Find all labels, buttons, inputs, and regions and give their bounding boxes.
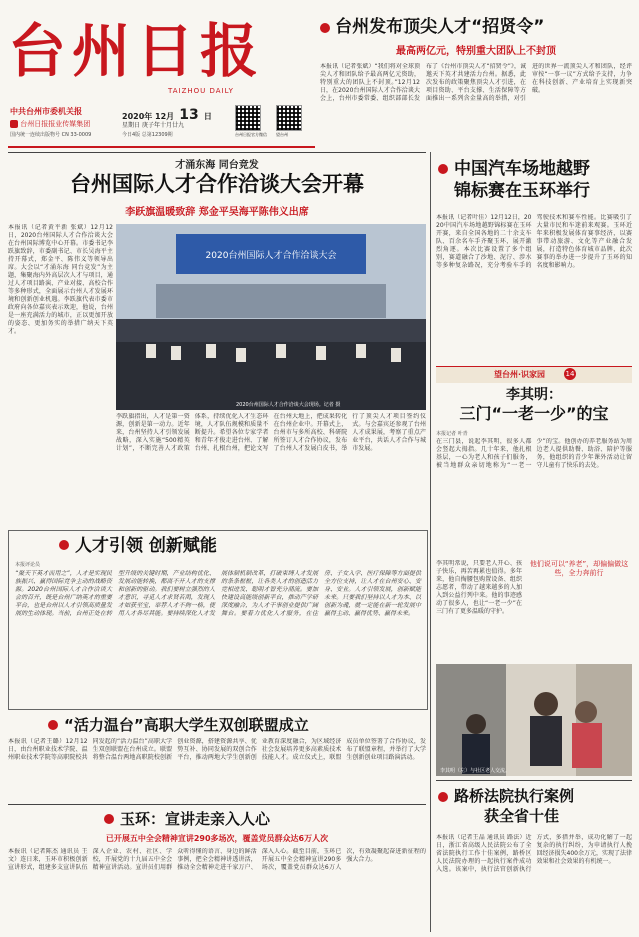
photo-banner: 2020台州国际人才合作洽谈大会 [205, 251, 337, 261]
main-story-subhead: 李跃旗温暖致辞 郑金平吴海平陈伟义出席 [125, 207, 309, 218]
court-story-headline-row [436, 786, 632, 830]
qr-code-wechat [235, 105, 267, 138]
group-logo-icon [10, 120, 18, 128]
car-story-headline-row [436, 158, 632, 208]
cn-code: 国内统一连续出版物号 CN 33-0009 [10, 132, 92, 138]
huoli-story [8, 714, 426, 800]
issue-info [122, 131, 173, 138]
talent-bullet-icon [59, 540, 69, 550]
qr-code-app [276, 105, 302, 138]
court-story-bullet-icon [438, 792, 448, 802]
car-story-bullet-icon [438, 164, 448, 174]
masthead-logo: 台州日报 [8, 17, 265, 85]
top-story [320, 14, 632, 148]
column-photo [436, 664, 632, 776]
weekday: 星期日 [122, 122, 141, 129]
qr-label-1: 台州日报官方微信 [235, 132, 267, 137]
conference-photo [116, 224, 426, 410]
main-story-headline: 台州国际人才合作洽谈大会开幕 [70, 172, 364, 196]
top-story-body: 本报讯（记者张斌）“我们将对全球顶尖人才和团队给予最高两亿元资助，特别重大的团队上不封顶。”12月12日，在2020台州国际人才合作洽谈大会上，台州市委常委、组织部部长发布了《台州市顶尖人才“招贤令”》，诚邀天下英才共建活力台州。据悉，此次发布的政策聚焦顶尖人才引进，在项目资助、平台支撑、生活保障等方面推出一系列含金量高的举措，对引进的世界一流顶尖人才和团队，经评审按“一事一议”方式给予支持，力争在科技创新、产业培育上实现新突破。 [320, 63, 632, 102]
talent-byline: 本报评论员 [15, 562, 41, 568]
top-story-headline: 台州发布顶尖人才“招贤令” [335, 17, 545, 37]
huoli-headline-row [8, 714, 426, 738]
qr-label-2: 望台州 [276, 132, 288, 137]
column-body-1: 在三门县，说起李其明，很多人都会竖起大拇指。几十年来，他扎根基层，一心为老人和孩子们服务，被当地群众亲切地称为“一老一少”的宝。他创办的养老服务站为周边老人提供助餐、助浴、陪护等服务，他组织的青少年课外活动让留守儿童有了快乐的去处。 [436, 438, 632, 469]
yuhuan-bullet-icon [104, 814, 114, 824]
qr-code-1-icon [235, 105, 261, 131]
group-name: 台州日报报业传媒集团 [20, 120, 91, 128]
column-body-2: 李其明常说，只要老人开心、孩子快乐，再苦再累也值得。多年来，他自掏腰包购置设备、组织志愿者，带动了越来越多的人加入到公益行列中来。他的事迹感动了很多人，也让“一老一少”在三门有了更多温暖的守护。 [436, 560, 522, 615]
talent-headline: 人才引领 创新赋能 [75, 536, 217, 556]
top-story-headline-row [320, 14, 632, 40]
date-suffix: 日 [203, 112, 212, 121]
column-banner [436, 366, 632, 383]
date-prefix: 2020年 12月 [122, 112, 175, 121]
masthead-logo-en: TAIZHOU DAILY [168, 87, 234, 95]
yuhuan-story [8, 808, 426, 932]
party-organ-label: 中共台州市委机关报 [10, 107, 82, 116]
talent-headline-row [9, 531, 427, 561]
right-column-rule [430, 152, 431, 932]
top-story-subhead: 最高两亿元，特别重大团队上不封顶 [396, 46, 556, 57]
car-story-body: 本报讯（记者叶佳）12月12日，2020中国汽车场地越野锦标赛在玉环开赛，来自全国各地的二十余支车队、百余名车手齐聚玉环，展开激烈角逐。本次比赛设置了多个组别，赛道融合了沙地、泥泞、涉水等多种复杂路况，充分考验车手的驾驶技术和赛车性能。比赛吸引了大量市民和车迷前来观赛。玉环近年来积极发展体育赛事经济，以赛事带动旅游、文化等产业融合发展，打造特色体育城市品牌，此次赛事的举办进一步提升了玉环的知名度和影响力。 [436, 214, 632, 269]
main-story-kicker: 才涌东海 同台竞发 [175, 160, 259, 171]
column-name: 望台州·识家园 [494, 370, 546, 379]
court-story-headline-2: 获全省十佳 [484, 807, 560, 825]
pages-today: 今日4版 [122, 132, 141, 138]
huoli-body: 本报讯（记者王璐）12月12日，由台州职业技术学院、温州职业技术学院等高职院校共同发起的“活力温台”高职大学生双创联盟在台州成立。联盟将整合温台两地高职院校创新创业资源，搭建资源共享、优势互补、协同发展的双创合作平台，推动两地大学生创新创业教育深度融合，为区域经济社会发展培养更多高素质技术技能人才。成立仪式上，联盟成员单位签署了合作协议，发布了联盟章程，并举行了大学生创新创业项目路演活动。 [8, 738, 426, 761]
yuhuan-headline-row [8, 808, 426, 832]
yuhuan-story-rule [8, 804, 426, 805]
car-story-headline-1: 中国汽车场地越野 [454, 159, 590, 179]
column-headline-2: 三门“一老一少”的宝 [459, 404, 609, 423]
court-story-body: 本报讯（记者王晶 通讯员 路法）近日，浙江省高级人民法院公布了全省法院执行工作十佳案例，路桥区人民法院办理的一起执行案件成功入选。该案中，执行法官创新执行方式，多措并举，成功化解了一起复杂的执行纠纷，为申请执行人挽回经济损失400余万元，实现了法律效果和社会效果的有机统一。 [436, 834, 632, 873]
column-number: 14 [565, 370, 575, 378]
column-byline: 本报记者 叶青 [436, 431, 468, 437]
huoli-headline: “活力温台”高职大学生双创联盟成立 [64, 716, 309, 734]
yuhuan-headline: 玉环：宣讲走亲入人心 [120, 810, 271, 828]
main-story-body-left: 本报讯（记者黄平新 张斌）12月12日，2020台州国际人才合作洽谈大会在台州国际博览中心开幕。市委书记李跃旗致辞，市委副书记、市长吴海平主持开幕式，郑金平、陈伟义等领导出席。大会以“才涌东海 同台竞发”为主题，集聚海内外高层次人才与项目，通过人才项目路演、产业对接、高校合作等多种形式，全面展示台州人才发展环境和创新创业机遇。李跃旗代表市委市政府向各位嘉宾表示欢迎，他说，台州是一座充满活力的城市，正以更加开放的姿态、更加务实的举措广纳天下英才。 [8, 224, 113, 335]
issue-number: 总第12309期 [141, 132, 173, 138]
lunar-date: 庚子年十月廿九 [141, 122, 184, 129]
masthead [0, 0, 315, 150]
weekday-lunar [122, 120, 184, 129]
talent-editorial [8, 530, 428, 710]
bullet-icon [320, 23, 330, 33]
main-story-top-rule [8, 152, 426, 153]
column-headline-1: 李其明： [506, 387, 562, 403]
main-story-body-bottom: 李跃旗指出，人才是第一资源，创新是第一动力。近年来，台州坚持人才引领发展战略，深入实施“500精英计划”，不断完善人才政策体系，持续优化人才生态环境，人才队伍规模和质量不断提升。希望各位专家学者和青年才俊走进台州、了解台州、扎根台州，把论文写在台州大地上，把成果转化在台州企业中。开幕式上，台州市与多所高校、科研院所签订人才合作协议，发布了台州人才发展白皮书，举行了顶尖人才项目签约仪式。与会嘉宾还参观了台州人才成果展，考察了重点产业平台，共话人才合作与城市发展。 [116, 413, 426, 452]
huoli-bullet-icon [48, 720, 58, 730]
photo-caption: 2020台州国际人才合作洽谈大会现场。记者 摄 [236, 402, 341, 408]
masthead-rule [8, 146, 315, 148]
yuhuan-subhead: 已开展五中全会精神宣讲290多场次，覆盖党员群众达6万人次 [105, 834, 329, 843]
column-photo-caption: 李其明（左）与社区老人交流。 [440, 768, 511, 774]
column-quote: 他们说可以“养老”，却偏偏做这些，全力奔前行 [529, 560, 629, 577]
court-story [436, 786, 632, 932]
court-story-rule [436, 780, 632, 781]
column-photo-image [436, 664, 632, 776]
column-body-3 [526, 582, 632, 660]
group-logo-row [10, 119, 90, 129]
conference-photo-image [116, 224, 426, 410]
qr-code-2-icon [276, 105, 302, 131]
court-story-headline-1: 路桥法院执行案例 [454, 787, 575, 805]
yuhuan-body: 本报讯（记者陈杰 通讯员 王文）连日来，玉环市积极创新宣讲形式，组建多支宣讲队伍深入企业、农村、社区、学校，开展党的十九届五中全会精神宣讲活动。宣讲员们用群众听得懂的语言、身边的鲜活事例，把全会精神讲透讲活，推动全会精神走进千家万户、深入人心。截至目前，玉环已开展五中全会精神宣讲290多场次，覆盖党员群众达6万人次，有效凝聚起奋进新征程的强大合力。 [8, 848, 426, 871]
talent-body: “聚天下英才而用之”，人才是实现民族振兴、赢得国际竞争主动的战略资源。2020台州国际人才合作洽谈大会的召开，既是台州广纳英才的重要平台，也是台州以人才引领高质量发展的生动体现。当前，台州正处在转型升级的关键时期，产业结构优化、发展动能转换，都离不开人才的支撑和创新的驱动。我们要树立强烈的人才意识，寻觅人才求贤若渴，发现人才如获至宝，举荐人才不拘一格，使用人才各尽其能。要持续深化人才发展体制机制改革，打破束缚人才发展的条条框框，让各类人才的创造活力竞相迸发、聪明才智充分涌流。要加快建设高能级创新平台，推动产学研深度融合，为人才干事创业提供广阔舞台。要着力优化人才服务，在住房、子女入学、医疗保障等方面提供全方位支持，让人才在台州安心、安身、安业。人才引领发展，创新赋能未来。只要我们坚持以人才为本、以创新为魂，就一定能在新一轮发展中赢得主动、赢得优势、赢得未来。 [15, 570, 421, 617]
date-day: 13 [179, 107, 199, 123]
car-story [436, 158, 632, 388]
car-story-headline-2: 锦标赛在玉环举行 [454, 181, 590, 201]
